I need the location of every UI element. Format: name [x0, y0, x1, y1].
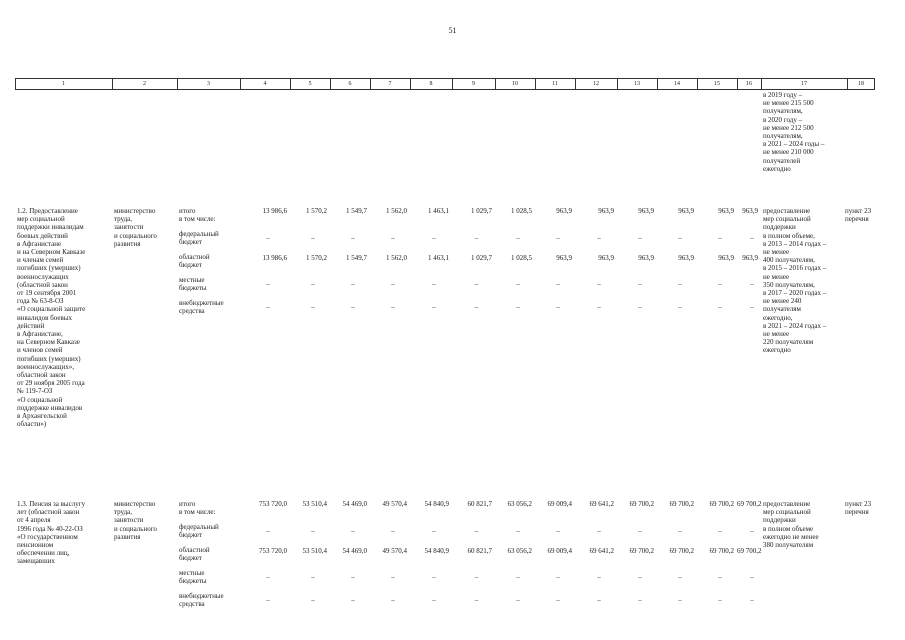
- empty-dash: –: [432, 596, 436, 604]
- target-indicator-line: в полном объеме: [763, 524, 814, 533]
- funding-source-label: средства: [179, 600, 205, 608]
- regional-value: 963,9: [678, 254, 694, 262]
- total-value: 963,9: [638, 207, 654, 215]
- empty-dash: –: [750, 280, 754, 288]
- empty-dash: –: [391, 527, 395, 535]
- measure-description-line: (областной закон: [17, 280, 68, 289]
- empty-dash: –: [678, 573, 682, 581]
- regional-value: 69 641,2: [589, 547, 614, 555]
- header-cell-2: 2: [143, 81, 146, 87]
- total-value: 69 641,2: [589, 500, 614, 508]
- col17-continuation-line: в 2021 – 2024 годы –: [763, 140, 825, 149]
- empty-dash: –: [678, 596, 682, 604]
- empty-dash: –: [516, 573, 520, 581]
- table-header: [15, 78, 875, 90]
- empty-dash: –: [474, 596, 479, 604]
- target-indicator-line: ежегодно,: [763, 313, 793, 322]
- funding-source-label: бюджет: [179, 554, 202, 562]
- measure-description-line: «О государственном: [17, 532, 78, 541]
- measure-description-line: лет (областной закон: [17, 508, 80, 517]
- empty-dash: –: [266, 303, 270, 311]
- total-value: 13 986,6: [262, 207, 287, 215]
- header-cell-17: 17: [801, 81, 807, 87]
- funding-source-label: бюджеты: [179, 284, 207, 292]
- empty-dash: –: [750, 527, 754, 535]
- empty-dash: –: [516, 596, 520, 604]
- measure-description-line: от 4 апреля: [17, 516, 51, 525]
- empty-dash: –: [718, 303, 722, 311]
- header-divider: [15, 79, 16, 89]
- empty-dash: –: [638, 527, 642, 535]
- col17-continuation-line: в 2020 году –: [763, 115, 803, 124]
- funding-source-label: федеральный: [179, 523, 219, 531]
- header-cell-12: 12: [593, 81, 599, 87]
- total-value: 1 562,0: [386, 207, 407, 215]
- total-value: 963,9: [598, 207, 614, 215]
- measure-description-line: погибших (умерших): [17, 354, 81, 363]
- target-indicator-line: 380 получателям: [763, 541, 814, 549]
- funding-source-label: бюджет: [179, 531, 202, 539]
- regional-value: 753 720,0: [259, 547, 287, 555]
- measure-description-line: «О социальной защите: [17, 305, 86, 314]
- target-indicator-line: в 2021 – 2024 годах –: [763, 321, 827, 330]
- empty-dash: –: [678, 280, 682, 288]
- target-indicator-line: в полном объеме,: [763, 231, 815, 240]
- empty-dash: –: [432, 280, 436, 288]
- executor-line: и социального: [114, 524, 157, 533]
- regional-value: 963,9: [638, 254, 654, 262]
- target-indicator-line: поддержки: [763, 223, 796, 232]
- regional-value: 963,9: [556, 254, 572, 262]
- target-indicator-line: предоставление: [763, 500, 811, 508]
- measure-description-line: пенсионном: [17, 541, 54, 549]
- empty-dash: –: [474, 234, 479, 242]
- empty-dash: –: [718, 596, 722, 604]
- empty-dash: –: [351, 527, 355, 535]
- target-indicator-line: предоставление: [763, 207, 811, 215]
- measure-description-line: действий: [17, 321, 45, 330]
- empty-dash: –: [516, 527, 520, 535]
- measure-description-line: инвалидов боевых: [17, 313, 72, 322]
- col17-continuation-line: не менее 210 000: [763, 148, 814, 157]
- total-value: 1 570,2: [306, 207, 327, 215]
- header-cell-6: 6: [348, 81, 352, 87]
- target-indicator-line: 350 получателям,: [763, 280, 815, 289]
- header-divider: [330, 79, 331, 89]
- empty-dash: –: [638, 280, 642, 288]
- target-indicator-line: в 2017 – 2020 годах –: [763, 289, 827, 297]
- measure-description-line: в Афганистане: [17, 239, 62, 248]
- target-indicator-line: 400 получателям,: [763, 256, 815, 265]
- target-indicator-line: в 2015 – 2016 годах –: [763, 264, 827, 273]
- measure-description-line: областной закон: [17, 371, 66, 379]
- measure-description-line: мер социальной: [17, 215, 65, 224]
- funding-source-label: федеральный: [179, 230, 219, 238]
- regional-value: 69 700,2: [669, 547, 694, 555]
- header-cell-1: 1: [62, 81, 65, 87]
- executor-line: министерство: [114, 500, 156, 508]
- empty-dash: –: [718, 234, 722, 242]
- total-value: 1 028,5: [511, 207, 532, 215]
- empty-dash: –: [391, 303, 395, 311]
- total-value: 54 840,9: [424, 500, 449, 508]
- header-divider: [495, 79, 496, 89]
- funding-source-label: внебюджетные: [179, 299, 224, 307]
- regional-value: 963,9: [598, 254, 614, 262]
- empty-dash: –: [266, 573, 270, 581]
- total-value: 1 549,7: [346, 207, 367, 215]
- header-divider: [177, 79, 178, 89]
- header-cell-4: 4: [263, 81, 267, 87]
- empty-dash: –: [351, 303, 355, 311]
- measure-description-line: 1996 года № 40-22-ОЗ: [17, 524, 83, 533]
- total-value: 69 700,2: [709, 500, 734, 508]
- total-value: 54 469,0: [342, 500, 367, 508]
- empty-dash: –: [311, 303, 315, 311]
- empty-dash: –: [597, 596, 601, 604]
- measure-description-line: военнослужащих»,: [17, 362, 74, 371]
- funding-source-label: в том числе:: [179, 215, 216, 223]
- measure-description-line: 1.3. Пенсия за выслугу: [17, 500, 86, 508]
- header-divider: [452, 79, 453, 89]
- empty-dash: –: [516, 303, 520, 311]
- header-divider: [575, 79, 576, 89]
- target-indicator-line: не менее: [763, 248, 790, 256]
- empty-dash: –: [432, 573, 436, 581]
- total-value: 60 821,7: [467, 500, 492, 508]
- header-cell-3: 3: [207, 81, 210, 87]
- funding-source-label: бюджеты: [179, 577, 207, 585]
- empty-dash: –: [266, 596, 270, 604]
- col17-continuation-line: получателям,: [763, 132, 803, 140]
- reference-line: пункт 23: [845, 207, 872, 215]
- empty-dash: –: [597, 573, 601, 581]
- funding-source-label: областной: [179, 253, 210, 261]
- measure-description-line: от 19 сентября 2001: [17, 289, 77, 297]
- funding-source-label: бюджет: [179, 261, 202, 269]
- empty-dash: –: [750, 234, 754, 242]
- funding-source-label: средства: [179, 307, 205, 315]
- header-cell-16: 16: [746, 81, 752, 87]
- header-cell-8: 8: [429, 81, 433, 87]
- target-indicator-line: не менее: [763, 272, 790, 281]
- measure-description-line: от 29 ноября 2005 года: [17, 379, 85, 388]
- total-value: 53 510,4: [302, 500, 327, 508]
- measure-description-line: замещавших: [17, 557, 55, 566]
- header-divider: [112, 79, 113, 89]
- empty-dash: –: [678, 234, 682, 242]
- empty-dash: –: [311, 527, 315, 535]
- empty-dash: –: [678, 303, 682, 311]
- header-divider: [761, 79, 762, 89]
- header-divider: [847, 79, 848, 89]
- empty-dash: –: [351, 280, 355, 288]
- empty-dash: –: [638, 596, 642, 604]
- regional-value: 69 700,2: [737, 547, 762, 555]
- total-value: 1 029,7: [471, 207, 492, 215]
- empty-dash: –: [556, 573, 560, 581]
- header-cell-11: 11: [552, 81, 558, 87]
- total-value: 69 700,2: [629, 500, 654, 508]
- col17-continuation-line: в 2019 году –: [763, 91, 803, 99]
- total-value: 753 720,0: [259, 500, 287, 508]
- regional-value: 60 821,7: [467, 547, 492, 555]
- target-indicator-line: ежегодно: [763, 346, 791, 355]
- regional-value: 69 700,2: [629, 547, 654, 555]
- empty-dash: –: [638, 234, 642, 242]
- empty-dash: –: [311, 234, 315, 242]
- executor-line: развития: [114, 239, 141, 248]
- header-cell-14: 14: [674, 81, 680, 87]
- empty-dash: –: [597, 234, 601, 242]
- regional-value: 1 570,2: [306, 254, 327, 262]
- executor-line: министерство: [114, 207, 156, 215]
- empty-dash: –: [516, 234, 520, 242]
- target-indicator-line: мер социальной: [763, 215, 811, 224]
- empty-dash: –: [597, 280, 601, 288]
- total-value: 963,9: [742, 207, 758, 215]
- regional-value: 54 469,0: [342, 547, 367, 555]
- header-divider: [737, 79, 738, 89]
- total-value: 69 700,2: [737, 500, 762, 508]
- regional-value: 963,9: [742, 254, 758, 262]
- measure-description-line: года № 63-8-ОЗ: [17, 297, 64, 306]
- measure-description-line: погибших (умерших): [17, 264, 81, 273]
- header-cell-9: 9: [472, 81, 475, 87]
- empty-dash: –: [556, 303, 560, 311]
- col17-continuation-line: получателям,: [763, 107, 803, 116]
- empty-dash: –: [556, 280, 560, 288]
- empty-dash: –: [556, 527, 560, 535]
- executor-line: развития: [114, 532, 141, 541]
- measure-description-line: поддержке инвалидов: [17, 403, 83, 412]
- regional-value: 1 549,7: [346, 254, 367, 262]
- regional-value: 49 570,4: [382, 547, 407, 555]
- empty-dash: –: [678, 527, 682, 535]
- measure-description-line: «О социальной: [17, 395, 63, 404]
- header-cell-13: 13: [634, 81, 640, 87]
- header-divider: [240, 79, 241, 89]
- empty-dash: –: [266, 234, 270, 242]
- col17-continuation-line: ежегодно: [763, 164, 791, 173]
- target-indicator-line: мер социальной: [763, 508, 811, 517]
- executor-line: труда,: [114, 215, 133, 224]
- target-indicator-line: получателям: [763, 305, 801, 314]
- empty-dash: –: [638, 303, 642, 311]
- page-number: 51: [448, 26, 457, 35]
- funding-source-label: местные: [179, 569, 205, 577]
- empty-dash: –: [516, 280, 520, 288]
- empty-dash: –: [266, 280, 270, 288]
- regional-value: 69 700,2: [709, 547, 734, 555]
- regional-value: 54 840,9: [424, 547, 449, 555]
- empty-dash: –: [311, 280, 315, 288]
- header-divider: [874, 79, 875, 89]
- funding-source-label: итого: [179, 207, 196, 215]
- target-indicator-line: не менее 240: [763, 297, 802, 306]
- header-divider: [657, 79, 658, 89]
- header-divider: [370, 79, 371, 89]
- regional-value: 1 562,0: [386, 254, 407, 262]
- measure-description-line: боевых действий: [17, 231, 68, 240]
- header-cell-5: 5: [308, 81, 312, 87]
- empty-dash: –: [351, 596, 355, 604]
- total-value: 69 009,4: [547, 500, 572, 508]
- header-divider: [410, 79, 411, 89]
- empty-dash: –: [556, 234, 560, 242]
- empty-dash: –: [750, 596, 754, 604]
- total-value: 49 570,4: [382, 500, 407, 508]
- empty-dash: –: [351, 573, 355, 581]
- regional-value: 1 028,5: [511, 254, 532, 262]
- empty-dash: –: [391, 596, 395, 604]
- empty-dash: –: [718, 573, 722, 581]
- measure-description-line: поддержки инвалидам: [17, 223, 84, 232]
- measure-description-line: военнослужащих: [17, 272, 69, 281]
- total-value: 63 056,2: [507, 500, 532, 508]
- empty-dash: –: [638, 573, 642, 581]
- funding-source-label: внебюджетные: [179, 592, 224, 600]
- header-cell-18: 18: [858, 81, 864, 87]
- regional-value: 69 009,4: [547, 547, 572, 555]
- col17-continuation-line: не менее 212 500: [763, 123, 814, 132]
- header-divider: [697, 79, 698, 89]
- empty-dash: –: [391, 573, 395, 581]
- empty-dash: –: [391, 280, 395, 288]
- target-indicator-line: ежегодно не менее: [763, 532, 819, 541]
- empty-dash: –: [474, 303, 479, 311]
- total-value: 963,9: [556, 207, 572, 215]
- total-value: 963,9: [678, 207, 694, 215]
- empty-dash: –: [266, 527, 270, 535]
- empty-dash: –: [718, 280, 722, 288]
- measure-description-line: и членов семей: [17, 346, 63, 355]
- executor-line: занятости: [114, 516, 144, 525]
- empty-dash: –: [432, 234, 436, 242]
- header-divider: [535, 79, 536, 89]
- header-cell-15: 15: [714, 81, 720, 87]
- measure-description-line: и членам семей: [17, 256, 64, 265]
- regional-value: 1 463,1: [428, 254, 449, 262]
- funding-source-label: итого: [179, 500, 196, 508]
- empty-dash: –: [311, 596, 315, 604]
- empty-dash: –: [311, 573, 315, 581]
- empty-dash: –: [474, 527, 479, 535]
- target-indicator-line: 220 получателям: [763, 338, 814, 347]
- header-divider: [617, 79, 618, 89]
- measure-description-line: 1.2. Предоставление: [17, 207, 78, 215]
- executor-line: и социального: [114, 231, 157, 240]
- target-indicator-line: не менее: [763, 330, 790, 338]
- measure-description-line: на Северном Кавказе: [17, 338, 80, 347]
- regional-value: 1 029,7: [471, 254, 492, 262]
- regional-value: 963,9: [718, 254, 734, 262]
- header-cell-10: 10: [512, 81, 518, 87]
- empty-dash: –: [351, 234, 355, 242]
- empty-dash: –: [750, 573, 754, 581]
- total-value: 963,9: [718, 207, 734, 215]
- empty-dash: –: [718, 527, 722, 535]
- target-indicator-line: в 2013 – 2014 годах –: [763, 239, 827, 248]
- col17-continuation-line: получателей: [763, 156, 801, 165]
- regional-value: 53 510,4: [302, 547, 327, 555]
- funding-source-label: местные: [179, 276, 205, 284]
- empty-dash: –: [556, 596, 560, 604]
- empty-dash: –: [474, 573, 479, 581]
- reference-line: перечня: [845, 508, 869, 517]
- reference-line: перечня: [845, 215, 869, 224]
- empty-dash: –: [597, 527, 601, 535]
- measure-description-line: № 119-7-ОЗ: [17, 387, 53, 396]
- header-cell-7: 7: [388, 81, 392, 87]
- empty-dash: –: [391, 234, 395, 242]
- empty-dash: –: [432, 303, 436, 311]
- measure-description-line: в Афганистане,: [17, 330, 63, 338]
- empty-dash: –: [432, 527, 436, 535]
- empty-dash: –: [750, 303, 754, 311]
- col17-continuation-line: не менее 215 500: [763, 99, 814, 108]
- measure-description-line: обеспечении лиц,: [17, 549, 70, 558]
- header-divider: [290, 79, 291, 89]
- reference-line: пункт 23: [845, 500, 872, 508]
- target-indicator-line: поддержки: [763, 516, 796, 525]
- funding-source-label: в том числе:: [179, 508, 216, 516]
- measure-description-line: и на Северном Кавказе: [17, 248, 86, 256]
- total-value: 1 463,1: [428, 207, 449, 215]
- empty-dash: –: [597, 303, 601, 311]
- regional-value: 13 986,6: [262, 254, 287, 262]
- executor-line: труда,: [114, 508, 133, 517]
- executor-line: занятости: [114, 223, 144, 232]
- funding-source-label: областной: [179, 546, 210, 554]
- regional-value: 63 056,2: [507, 547, 532, 555]
- empty-dash: –: [474, 280, 479, 288]
- measure-description-line: в Архангельской: [17, 412, 67, 420]
- total-value: 69 700,2: [669, 500, 694, 508]
- funding-source-label: бюджет: [179, 238, 202, 246]
- measure-description-line: области»): [17, 420, 47, 429]
